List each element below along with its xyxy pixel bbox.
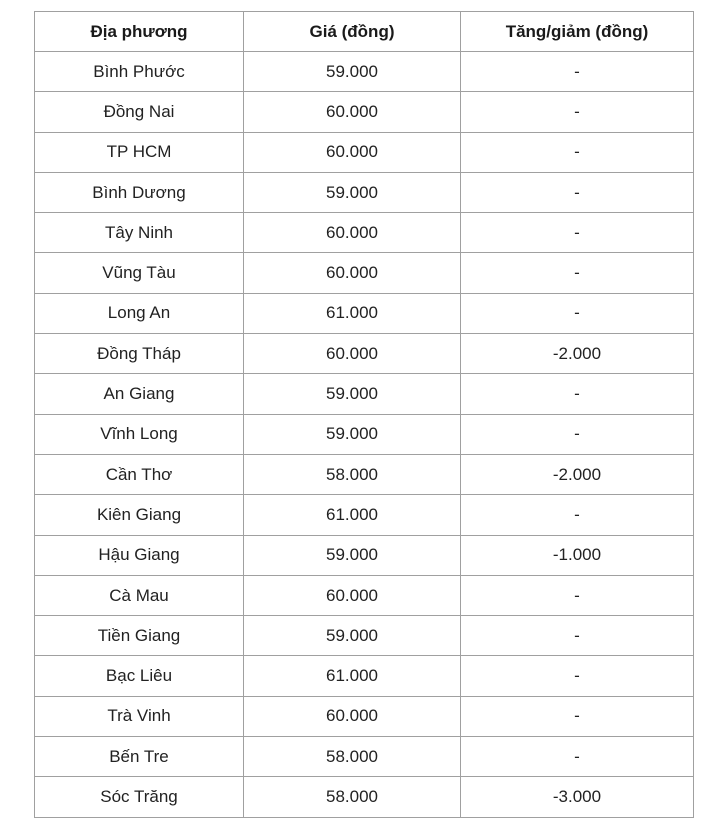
table-row <box>35 454 694 494</box>
table-row <box>35 535 694 575</box>
cell-change: - <box>461 172 694 212</box>
cell-change: - <box>461 696 694 736</box>
cell-price: 61.000 <box>244 495 461 535</box>
cell-region: Tiền Giang <box>35 616 244 656</box>
cell-price: 61.000 <box>244 656 461 696</box>
cell-region: Bạc Liêu <box>35 656 244 696</box>
cell-change: -1.000 <box>461 535 694 575</box>
cell-price: 60.000 <box>244 696 461 736</box>
cell-change: - <box>461 616 694 656</box>
cell-change: -2.000 <box>461 454 694 494</box>
table-row <box>35 334 694 374</box>
cell-price: 61.000 <box>244 293 461 333</box>
table-row <box>35 414 694 454</box>
price-table <box>34 11 694 818</box>
table-row <box>35 253 694 293</box>
cell-change: - <box>461 293 694 333</box>
cell-change: - <box>461 52 694 92</box>
table-row <box>35 575 694 615</box>
cell-region: Tây Ninh <box>35 213 244 253</box>
cell-region: Bình Dương <box>35 172 244 212</box>
cell-change: - <box>461 374 694 414</box>
cell-change: - <box>461 414 694 454</box>
cell-region: Kiên Giang <box>35 495 244 535</box>
cell-change: - <box>461 92 694 132</box>
cell-change: - <box>461 132 694 172</box>
cell-change: - <box>461 213 694 253</box>
table-body <box>35 52 694 818</box>
header-region: Địa phương <box>35 12 244 52</box>
table-row <box>35 293 694 333</box>
cell-price: 58.000 <box>244 737 461 777</box>
table-row <box>35 52 694 92</box>
table-row <box>35 495 694 535</box>
cell-region: Cần Thơ <box>35 454 244 494</box>
cell-price: 58.000 <box>244 454 461 494</box>
table-row <box>35 213 694 253</box>
cell-region: Hậu Giang <box>35 535 244 575</box>
table-row <box>35 92 694 132</box>
table-row <box>35 172 694 212</box>
cell-price: 59.000 <box>244 616 461 656</box>
cell-change: - <box>461 495 694 535</box>
cell-region: Vũng Tàu <box>35 253 244 293</box>
cell-region: Sóc Trăng <box>35 777 244 817</box>
table-header-row <box>35 12 694 52</box>
cell-price: 60.000 <box>244 575 461 615</box>
table-row <box>35 132 694 172</box>
cell-change: - <box>461 253 694 293</box>
table-row <box>35 656 694 696</box>
cell-region: Long An <box>35 293 244 333</box>
cell-change: -2.000 <box>461 334 694 374</box>
header-change: Tăng/giảm (đồng) <box>461 12 694 52</box>
cell-price: 59.000 <box>244 172 461 212</box>
cell-change: - <box>461 656 694 696</box>
cell-region: Cà Mau <box>35 575 244 615</box>
cell-region: Trà Vinh <box>35 696 244 736</box>
table-row <box>35 616 694 656</box>
cell-price: 59.000 <box>244 52 461 92</box>
cell-price: 60.000 <box>244 334 461 374</box>
cell-region: An Giang <box>35 374 244 414</box>
cell-price: 60.000 <box>244 92 461 132</box>
header-price: Giá (đồng) <box>244 12 461 52</box>
cell-change: - <box>461 737 694 777</box>
cell-price: 60.000 <box>244 132 461 172</box>
cell-price: 59.000 <box>244 374 461 414</box>
cell-change: - <box>461 575 694 615</box>
table-row <box>35 737 694 777</box>
cell-region: Vĩnh Long <box>35 414 244 454</box>
cell-price: 59.000 <box>244 414 461 454</box>
cell-change: -3.000 <box>461 777 694 817</box>
cell-region: TP HCM <box>35 132 244 172</box>
cell-region: Đồng Tháp <box>35 334 244 374</box>
cell-price: 59.000 <box>244 535 461 575</box>
cell-price: 60.000 <box>244 253 461 293</box>
cell-region: Đồng Nai <box>35 92 244 132</box>
cell-region: Bến Tre <box>35 737 244 777</box>
table-row <box>35 777 694 817</box>
cell-region: Bình Phước <box>35 52 244 92</box>
table-row <box>35 374 694 414</box>
cell-price: 60.000 <box>244 213 461 253</box>
table-row <box>35 696 694 736</box>
cell-price: 58.000 <box>244 777 461 817</box>
